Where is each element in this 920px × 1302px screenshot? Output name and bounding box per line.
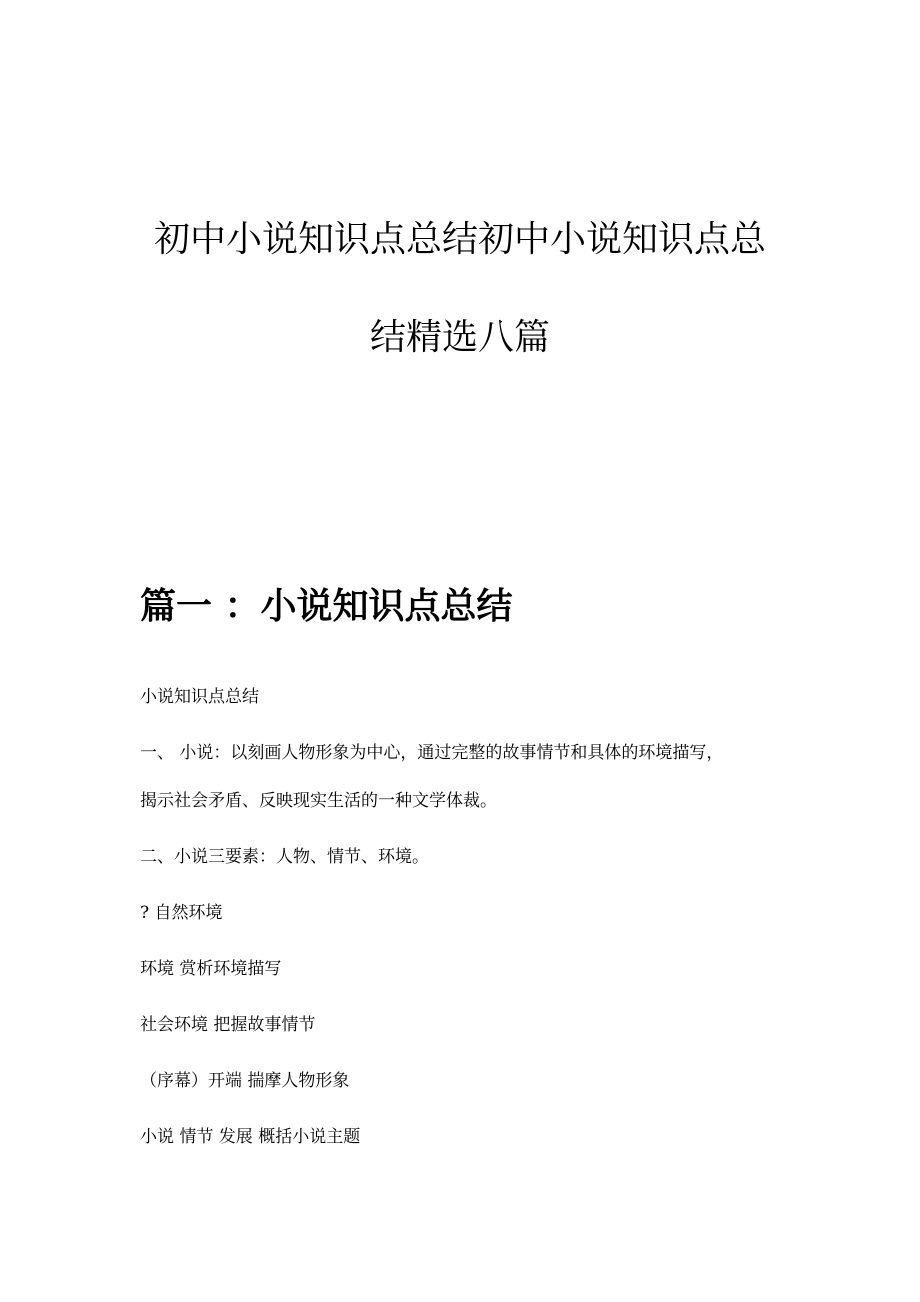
paragraph-line: 一、 小说：以刻画人物形象为中心，通过完整的故事情节和具体的环境描写， [140,743,724,763]
paragraph-line: 小说知识点总结 [140,687,259,707]
paragraph-line: 社会环境 把握故事情节 [140,1015,316,1035]
paragraph-line: 小说 情节 发展 概括小说主题 [140,1127,361,1147]
paragraph-line: 揭示社会矛盾、反映现实生活的一种文学体裁。 [140,791,497,811]
document-title-line-1: 初中小说知识点总结初中小说知识点总 [153,219,766,260]
paragraph-line: 环境 赏析环境描写 [140,959,282,979]
paragraph-line: 二、小说三要素：人物、情节、环境。 [140,847,429,867]
section-heading: 篇一 ：小说知识点总结 [140,585,513,627]
paragraph-line: ? 自然环境 [140,903,223,923]
paragraph-line: （序幕）开端 揣摩人物形象 [140,1071,350,1091]
document-title-line-2: 结精选八篇 [369,317,550,358]
